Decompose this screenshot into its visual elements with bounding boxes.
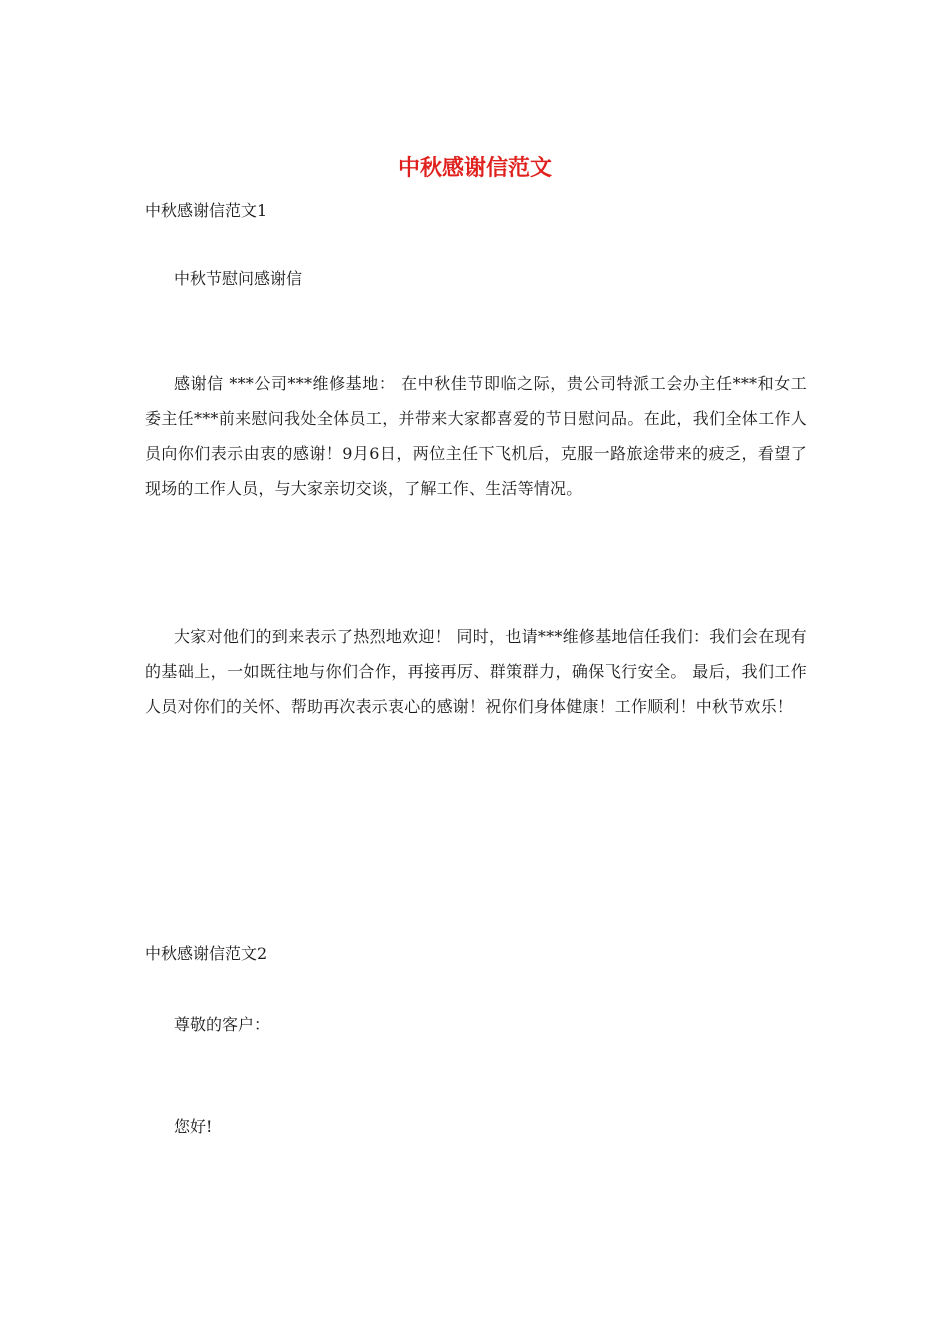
section-2-salutation: 尊敬的客户： — [174, 1015, 271, 1034]
section-2-heading: 中秋感谢信范文2 — [145, 944, 268, 963]
page-title: 中秋感谢信范文 — [397, 155, 552, 181]
section-2-greeting: 您好! — [174, 1117, 213, 1136]
section-1-subtitle: 中秋节慰问感谢信 — [174, 269, 303, 288]
section-1-paragraph-1: 感谢信 ***公司***维修基地： 在中秋佳节即临之际，贵公司特派工会办主任***和女工委主任***前来慰问我处全体员工，并带来大家都喜爱的节日慰问品。在此，我们全体工作人员向你们表示由衷的感谢！9月6日，两位主任下飞机后，克服一路旅途带来的疲乏，看望了现场的工作人员，与大家亲切交谈，了解工作、生活等情况。 — [145, 374, 807, 498]
section-1-paragraph-2: 大家对他们的到来表示了热烈地欢迎！ 同时，也请***维修基地信任我们：我们会在现有的基础上，一如既往地与你们合作，再接再厉、群策群力，确保飞行安全。 最后，我们工作人员对你们的关怀、帮助再次表示衷心的感谢！祝你们身体健康！工作顺利！中秋节欢乐！ — [145, 627, 807, 716]
section-1-heading: 中秋感谢信范文1 — [145, 201, 268, 220]
